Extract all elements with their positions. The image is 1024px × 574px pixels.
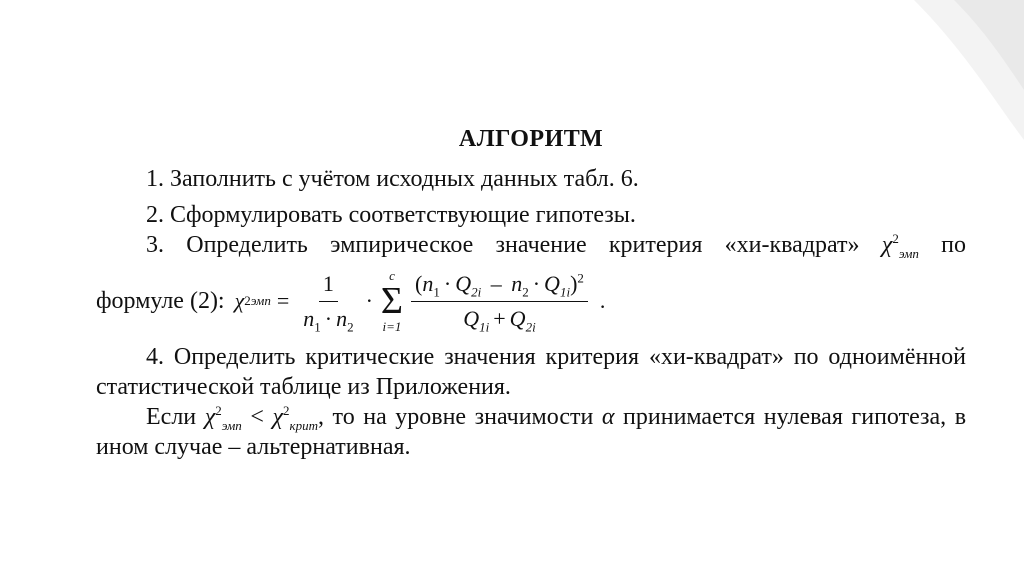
decision-rule: Если $\chi^2_{эмп} < \chi^2_{крит}$, то на уровне значимости α принимается нулевая гипотеза, в ином случае – альтернативная. (96, 403, 967, 460)
step-1: 1. Заполнить с учётом исходных данных табл. 6. (146, 166, 639, 192)
step-2: 2. Сформулировать соответствующие гипотезы. (146, 202, 636, 228)
chi-square-formula: χ 2 эмп = $\frac{1}{n_1 \cdot n_2}$ · c Σ i=1 $\frac{(n_1 \cdot Q_{2i} - n_2 \cdot Q_{1i})^2}{Q_{1i} + Q_{2i}}$ . (234, 268, 606, 334)
page-curl-decoration (874, 0, 1024, 140)
page-title: АЛГОРИТМ (458, 126, 604, 152)
formula-2-line: формуле (2): χ 2 эмп = $\frac{1}{n_1 \cdot n_2}$ · c Σ i=1 $\frac{(n_1 \cdot Q_{2i} - n_2 \cdot Q_{1i})^2}{Q_{1i} + Q_{2i}}$ . (96, 268, 606, 334)
fraction-1-over-n1n2: $\frac{1}{n_1 \cdot n_2}$ (303, 270, 354, 334)
sum-symbol: c Σ i=1 (380, 268, 404, 334)
document-body (96, 124, 966, 462)
step-3: 3. Определить эмпирическое значение критерия «хи-квадрат» $\chi^2_{эмп}$ по (146, 231, 966, 261)
step-4: 4. Определить критические значения критерия «хи-квадрат» по одноимённой статистической таблице из Приложения. (96, 344, 966, 400)
fraction-main: $\frac{(n_1 \cdot Q_{2i} - n_2 \cdot Q_{1i})^2}{Q_{1i} + Q_{2i}}$ (411, 269, 588, 334)
